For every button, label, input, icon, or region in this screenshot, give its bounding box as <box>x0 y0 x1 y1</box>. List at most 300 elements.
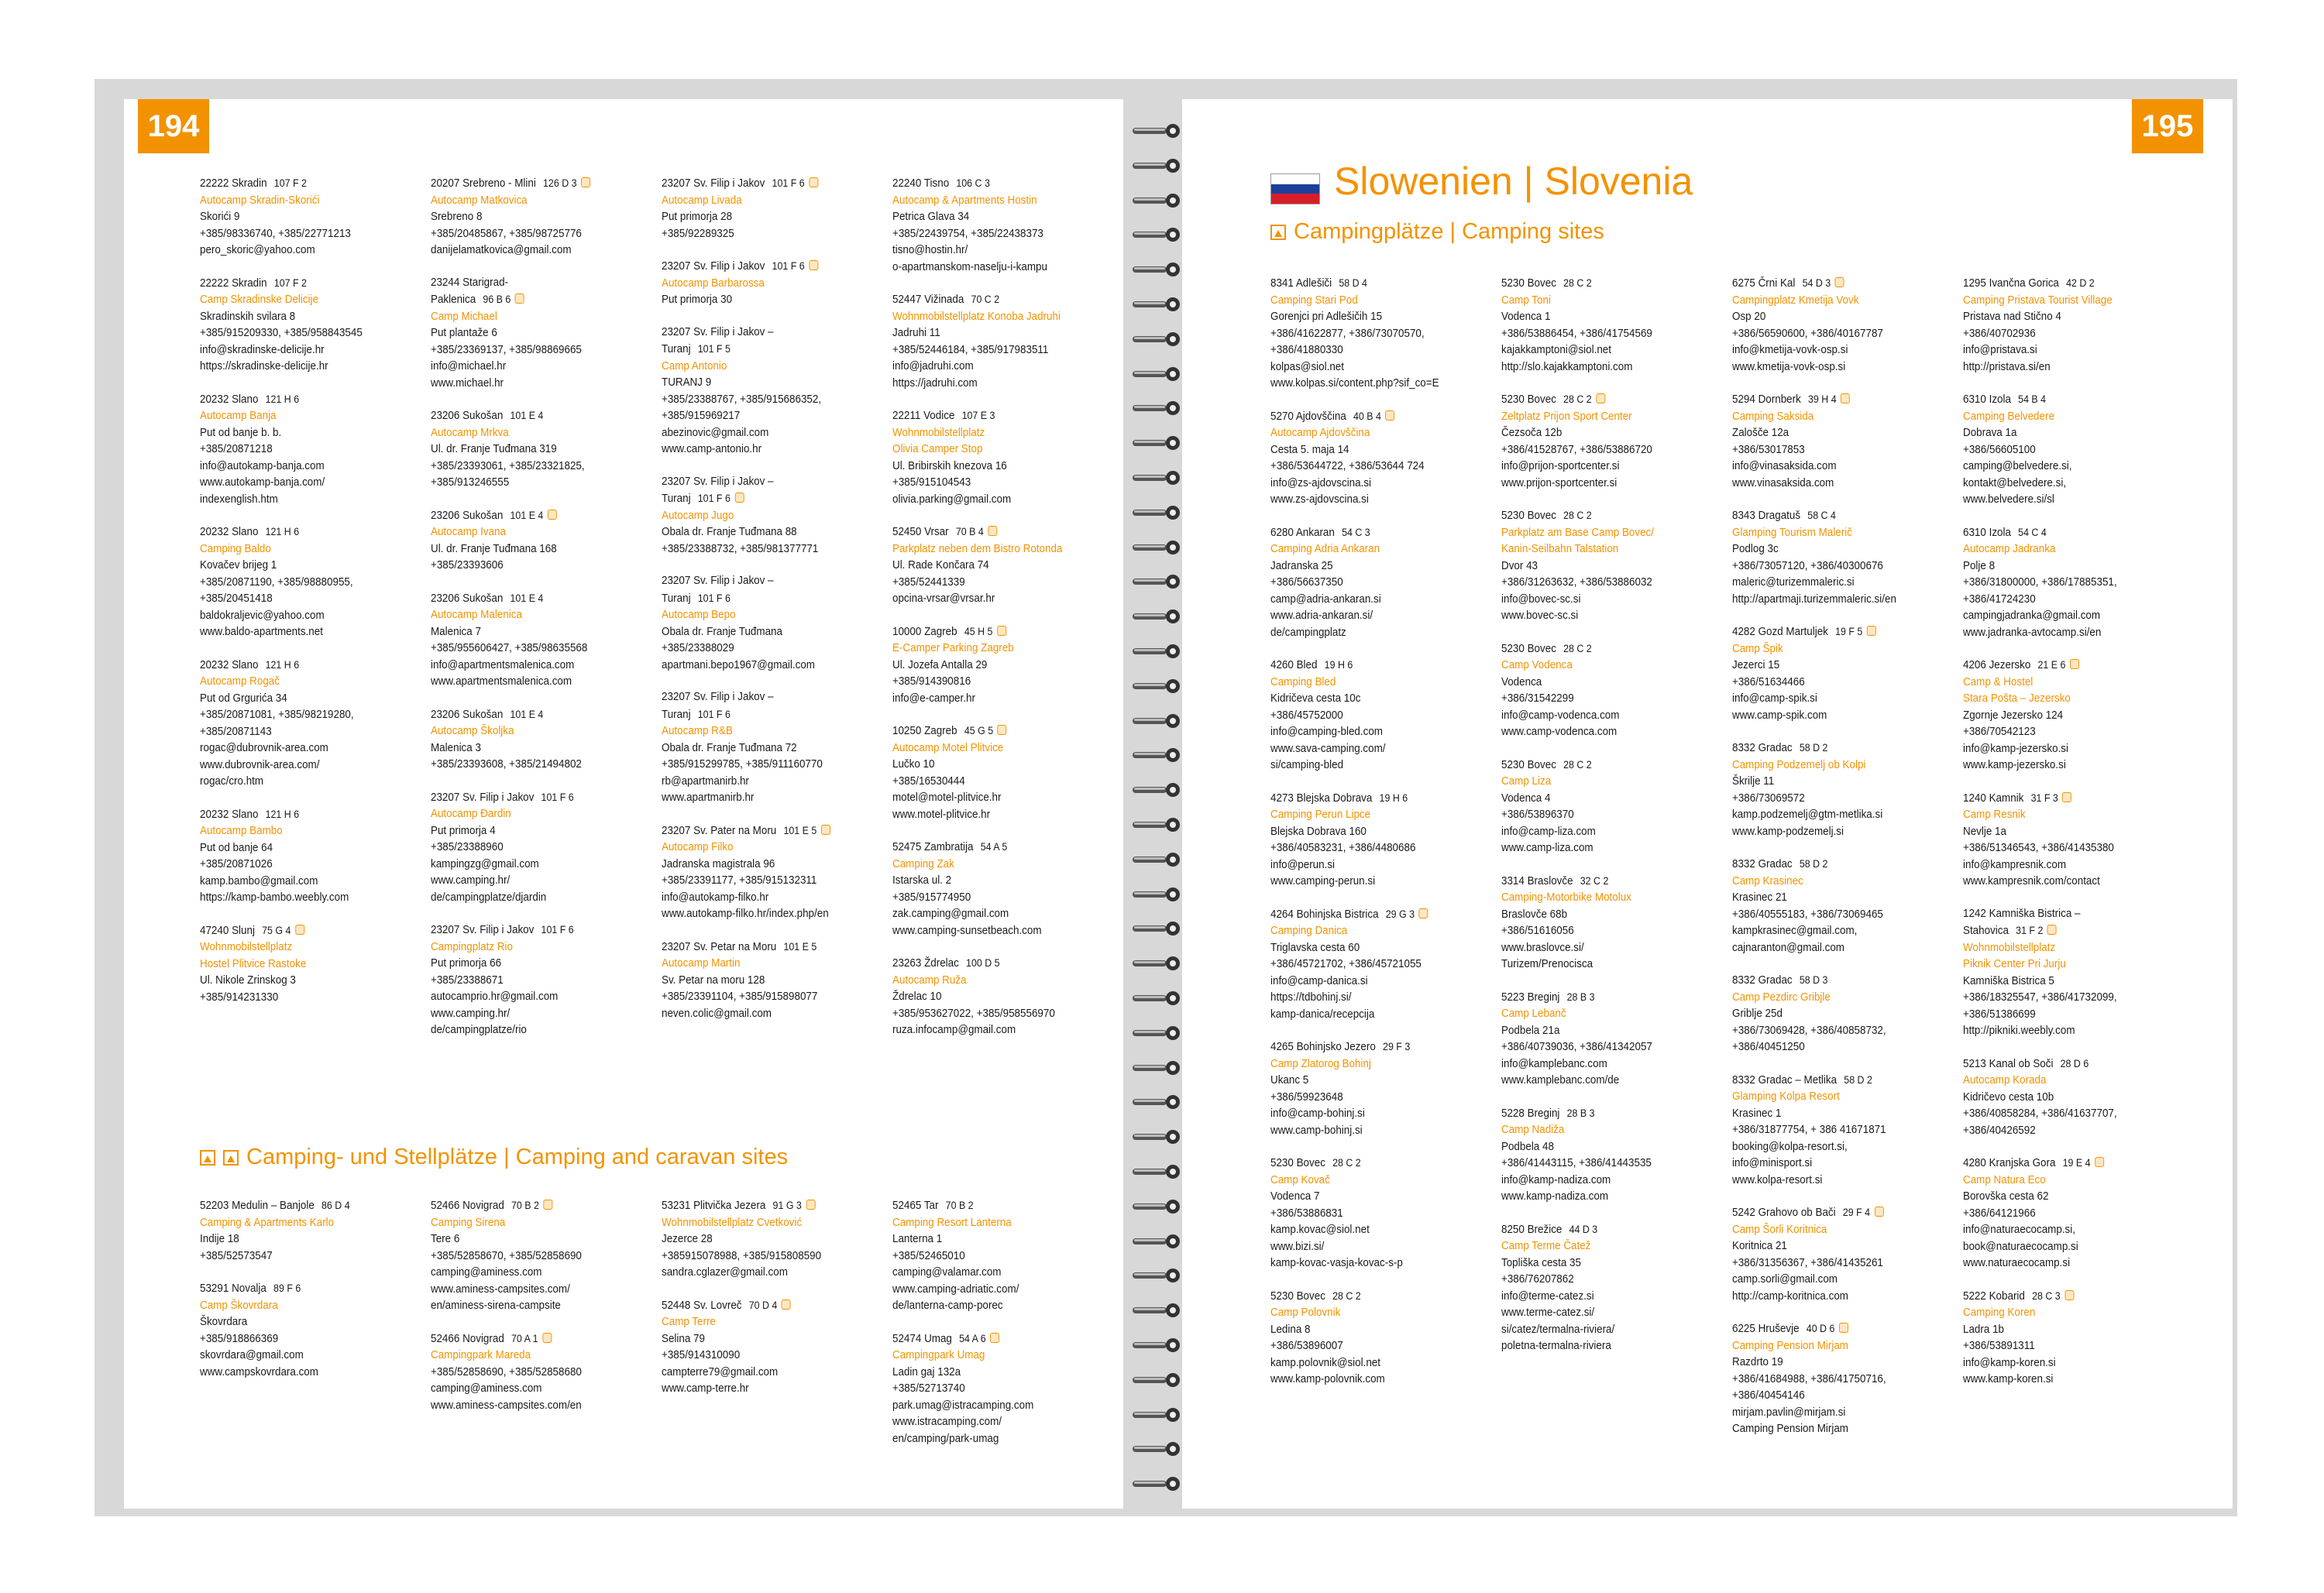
email-link[interactable]: kontakt@belvedere.si, <box>1963 476 2067 489</box>
website-link[interactable]: http://pristava.si/en <box>1963 360 2051 373</box>
binding-ring <box>1133 296 1184 313</box>
website-link[interactable]: www.autokamp-filko.hr/index.php/en <box>662 908 829 920</box>
facility-icon <box>542 1333 552 1343</box>
contact-line: +386/64121966 <box>1963 1207 2036 1220</box>
website-link[interactable]: www.baldo-apartments.net <box>200 626 323 638</box>
entry-location <box>1501 1105 1707 1123</box>
email-link[interactable]: camping@belvedere.si, <box>1963 460 2072 472</box>
contact-line: +385915078988, +385/915808590 <box>662 1249 822 1262</box>
contact-line: Ul. dr. Franje Tuđmana 168 <box>431 542 557 555</box>
entry-location <box>892 1330 1098 1348</box>
campsite-entry <box>662 490 867 558</box>
postcode-town: 23207 Sv. Filip i Jakov <box>431 791 535 804</box>
email-link[interactable]: mirjam.pavlin@mirjam.si <box>1732 1406 1846 1419</box>
campsite-name: Camp Škovrdara <box>200 1299 278 1312</box>
website-link[interactable]: www.kamp-polovnik.com <box>1270 1373 1385 1385</box>
contact-line: +385/23369137, +385/98869665 <box>431 343 582 356</box>
right-column-1 <box>1270 275 1476 1404</box>
campsite-name: Camp Kovač <box>1270 1173 1330 1186</box>
entry-location <box>1270 657 1476 675</box>
email-link[interactable]: apartmani.bepo1967@gmail.com <box>662 658 815 671</box>
email-link[interactable]: info@camp-vodenca.com <box>1501 709 1620 722</box>
campsite-entry <box>1963 906 2168 923</box>
website-link[interactable]: www.terme-catez.si/ <box>1501 1306 1595 1319</box>
email-link[interactable]: info@kamp-nadiza.com <box>1501 1173 1611 1186</box>
email-link[interactable]: park.umag@istracamping.com <box>892 1399 1034 1412</box>
contact-line: +386/51634466 <box>1732 675 1805 688</box>
postcode-town: 20232 Slano <box>200 658 259 671</box>
campsite-entry <box>1501 640 1707 741</box>
email-link[interactable]: rogac@dubrovnik-area.com <box>200 742 328 754</box>
email-link[interactable]: autocamprio.hr@gmail.com <box>431 990 559 1003</box>
postcode-town: 5242 Grahovo ob Bači <box>1732 1207 1836 1219</box>
campsite-entry <box>1501 1221 1707 1355</box>
campsite-name: Camping Baldo <box>200 542 271 555</box>
email-link[interactable]: info@apartmentsmalenica.com <box>431 658 575 671</box>
contact-line: kamp-kovac-vasja-kovac-s-p <box>1270 1257 1403 1269</box>
email-link[interactable]: ruza.infocamp@gmail.com <box>892 1024 1016 1036</box>
email-link[interactable]: abezinovic@gmail.com <box>662 426 769 439</box>
email-link[interactable]: olivia.parking@gmail.com <box>892 493 1012 506</box>
postcode-town: 3314 Braslovče <box>1501 874 1573 887</box>
website-link[interactable]: www.sava-camping.com/ <box>1270 742 1386 755</box>
website-link[interactable]: www.vinasaksida.com <box>1732 476 1834 489</box>
entry-location <box>431 275 636 292</box>
contact-line: Cesta 5. maja 14 <box>1270 443 1349 456</box>
email-link[interactable]: info@prijon-sportcenter.si <box>1501 460 1620 472</box>
entry-location <box>892 524 1098 541</box>
email-link[interactable]: info@bovec-sc.si <box>1501 592 1581 606</box>
website-link[interactable]: www.michael.hr <box>431 376 504 390</box>
email-link[interactable]: campterre79@gmail.com <box>662 1365 779 1378</box>
postcode-town: 23206 Sukošan <box>431 708 504 721</box>
email-link[interactable]: info@autokamp-filko.hr <box>662 891 769 904</box>
contact-line: Pristava nad Stično 4 <box>1963 311 2061 323</box>
binding-ring <box>1133 400 1184 417</box>
campsite-entry <box>431 507 636 575</box>
entry-location <box>1732 391 1937 409</box>
email-link[interactable]: motel@motel-plitvice.hr <box>892 791 1002 804</box>
contact-line: +385/22439754, +385/22438373 <box>892 227 1043 240</box>
website-link[interactable]: www.prijon-sportcenter.si <box>1501 476 1618 489</box>
email-link[interactable]: kajakkamptoni@siol.net <box>1501 344 1611 356</box>
map-grid-reference: 58 D 2 <box>1799 742 1828 754</box>
website-link[interactable]: www.braslovce.si/ <box>1501 941 1584 954</box>
entry-location <box>892 175 1098 193</box>
campsite-entry <box>662 590 867 675</box>
map-grid-reference: 101 E 4 <box>510 509 544 521</box>
facility-icon <box>809 177 818 187</box>
entry-location <box>1732 856 1937 874</box>
website-link[interactable]: www.belvedere.si/sl <box>1963 493 2054 506</box>
website-link[interactable]: www.kamp-jezersko.si <box>1963 759 2066 771</box>
entry-location <box>1732 740 1937 757</box>
campsite-entry <box>431 789 636 907</box>
website-link[interactable]: www.kamp-podzemelj.si <box>1732 825 1844 838</box>
binding-ring <box>1133 851 1184 868</box>
entry-location <box>892 1197 1098 1215</box>
entry-location <box>662 341 867 359</box>
campsite-name: Camp Terme Čatež <box>1501 1240 1591 1252</box>
postcode-town: 6275 Črni Kal <box>1732 277 1796 290</box>
website-link[interactable]: https://jadruhi.com <box>892 376 978 390</box>
contact-line: +386/53644722, +386/53644 724 <box>1270 460 1425 472</box>
campsite-name: Autocamp Bepo <box>662 609 736 621</box>
entry-location <box>892 623 1098 641</box>
website-link[interactable]: www.aminess-campsites.com/ <box>431 1282 570 1296</box>
postcode-town: 52447 Vižinada <box>892 294 964 306</box>
website-link[interactable]: https://skradinske-delicije.hr <box>200 360 328 373</box>
campsite-name: Camp Špik <box>1732 642 1783 655</box>
website-link[interactable]: www.camp-bohinj.si <box>1270 1124 1363 1137</box>
map-grid-reference: 121 H 6 <box>265 526 300 537</box>
contact-line: rogac/cro.htm <box>200 775 264 788</box>
facility-icon <box>1839 1323 1848 1333</box>
website-link[interactable]: www.kamp-nadiza.com <box>1501 1190 1609 1203</box>
website-link[interactable]: www.bizi.si/ <box>1270 1240 1325 1253</box>
campsite-name: Camp Nadiža <box>1501 1124 1565 1136</box>
postcode-town: 22222 Skradin <box>200 276 267 290</box>
entry-location <box>662 689 867 706</box>
postcode-town: 23207 Sv. Filip i Jakov – <box>662 691 774 703</box>
entry-location <box>1270 1039 1476 1056</box>
facility-icon <box>988 526 997 536</box>
campsite-entry <box>431 275 636 292</box>
entry-location <box>892 291 1098 309</box>
contact-line: Triglavska cesta 60 <box>1270 941 1360 954</box>
website-link[interactable]: www.kmetija-vovk-osp.si <box>1732 360 1846 373</box>
email-link[interactable]: info@kmetija-vovk-osp.si <box>1732 344 1848 356</box>
campsite-entry <box>1732 1320 1937 1438</box>
website-link[interactable]: www.camp-antonio.hr <box>662 443 762 455</box>
website-link[interactable]: www.aminess-campsites.com/en <box>431 1399 582 1412</box>
email-link[interactable]: sandra.cglazer@gmail.com <box>662 1266 788 1279</box>
campsite-name: Autocamp Barbarossa <box>662 276 765 290</box>
binding-ring <box>1133 366 1184 383</box>
contact-line: Dvor 43 <box>1501 559 1538 572</box>
campsite-entry <box>1732 1204 1937 1305</box>
email-link[interactable]: kamp.bambo@gmail.com <box>200 874 318 887</box>
email-link[interactable]: info@michael.hr <box>431 360 507 373</box>
website-link[interactable]: www.camp-vodenca.com <box>1501 726 1618 738</box>
email-link[interactable]: kamp.polovnik@siol.net <box>1270 1356 1380 1369</box>
campsite-entry <box>1270 657 1476 774</box>
campsite-name: Camp Pezdirc Gribjle <box>1732 990 1831 1004</box>
email-link[interactable]: camp@adria-ankaran.si <box>1270 592 1381 606</box>
website-link[interactable]: www.kamplebanc.com/de <box>1501 1074 1620 1087</box>
entry-location <box>892 955 1098 973</box>
email-link[interactable]: danijelamatkovica@gmail.com <box>431 244 572 256</box>
email-link[interactable]: campingjadranka@gmail.com <box>1963 609 2101 622</box>
entry-location <box>1501 275 1707 293</box>
email-link[interactable]: info@zs-ajdovscina.si <box>1270 476 1372 489</box>
contact-line: Istarska ul. 2 <box>892 874 952 887</box>
facility-icon <box>2064 1290 2074 1300</box>
email-link[interactable]: camping@valamar.com <box>892 1266 1002 1279</box>
contact-line: +385/23388767, +385/915686352, <box>662 393 822 406</box>
email-link[interactable]: tisno@hostin.hr/ <box>892 244 968 256</box>
postcode-town: 5230 Bovec <box>1270 1289 1325 1303</box>
email-link[interactable]: opcina-vrsar@vrsar.hr <box>892 592 995 605</box>
contact-line: indexenglish.htm <box>200 493 278 506</box>
contact-line: +385/914390816 <box>892 675 971 688</box>
contact-line: Put primorja 28 <box>662 211 733 223</box>
contact-line: Sv. Petar na moru 128 <box>662 973 765 987</box>
website-link[interactable]: www.apartmentsmalenica.com <box>431 675 572 688</box>
email-link[interactable]: info@camp-danica.si <box>1270 974 1368 987</box>
postcode-town: 4265 Bohinjsko Jezero <box>1270 1041 1376 1053</box>
email-link[interactable]: info@minisport.si <box>1732 1157 1813 1169</box>
postcode-town: 22211 Vodice <box>892 410 955 422</box>
campsite-name: Camp & Hostel <box>1963 675 2033 688</box>
entry-location <box>431 922 636 939</box>
website-link[interactable]: http://slo.kajakkamptoni.com <box>1501 360 1633 373</box>
map-grid-reference: 31 F 2 <box>2016 925 2044 936</box>
website-link[interactable]: www.camping-perun.si <box>1270 875 1376 887</box>
website-link[interactable]: www.kolpa-resort.si <box>1732 1173 1823 1186</box>
campsite-entry <box>431 1197 636 1315</box>
campsite-entry <box>1501 275 1707 376</box>
binding-ring <box>1133 886 1184 903</box>
campsite-entry <box>200 922 405 1007</box>
campsite-entry <box>1963 790 2168 891</box>
email-link[interactable]: info@kamp-koren.si <box>1963 1356 2056 1369</box>
email-link[interactable]: info@vinasaksida.com <box>1732 460 1837 472</box>
postcode-town: 6225 Hruševje <box>1732 1323 1800 1335</box>
map-grid-reference: 28 C 2 <box>1563 758 1592 771</box>
website-link[interactable]: www.camping-sunsetbeach.com <box>892 924 1042 937</box>
email-link[interactable]: book@naturaecocamp.si <box>1963 1240 2078 1253</box>
website-link[interactable]: www.jadranka-avtocamp.si/en <box>1963 626 2102 639</box>
website-link[interactable]: www.campskovrdara.com <box>200 1365 318 1378</box>
binding-ring <box>1133 955 1184 972</box>
tent-icon <box>1270 225 1286 240</box>
campsite-entry <box>892 1330 1098 1448</box>
contact-line: +386/45721702, +386/45721055 <box>1270 958 1422 970</box>
contact-line: +386/40454146 <box>1732 1389 1805 1402</box>
campsite-name: Parkplatz neben dem Bistro Rotonda <box>892 542 1063 555</box>
facility-icon <box>1867 626 1876 636</box>
campsite-entry <box>1732 1072 1937 1190</box>
binding-ring <box>1133 608 1184 625</box>
email-link[interactable]: camp.sorli@gmail.com <box>1732 1273 1838 1286</box>
binding-ring <box>1133 920 1184 937</box>
email-link[interactable]: info@camping-bled.com <box>1270 726 1383 738</box>
campsite-name: Parkplatz am Base Camp Bovec/ <box>1501 526 1655 539</box>
postcode-town: 8332 Gradac <box>1732 858 1793 870</box>
website-link[interactable]: www.dubrovnik-area.com/ <box>200 758 320 771</box>
email-link[interactable]: zak.camping@gmail.com <box>892 908 1009 920</box>
website-link[interactable]: http://camp-koritnica.com <box>1732 1289 1848 1303</box>
binding-ring <box>1133 157 1184 174</box>
website-link[interactable]: http://apartmaji.turizemmaleric.si/en <box>1732 592 1896 606</box>
email-link[interactable]: pero_skoric@yahoo.com <box>200 244 315 256</box>
contact-line: Krasinec 21 <box>1732 891 1787 904</box>
email-link[interactable]: info@kamp-jezersko.si <box>1963 742 2069 755</box>
website-link[interactable]: www.camp-terre.hr <box>662 1382 749 1395</box>
campsite-entry <box>200 657 405 791</box>
campsite-entry <box>892 291 1098 392</box>
contact-line: si/catez/termalna-riviera/ <box>1501 1323 1615 1336</box>
website-link[interactable]: www.camp-spik.com <box>1732 709 1827 722</box>
entry-location <box>662 258 867 276</box>
email-link[interactable]: info@kampresnik.com <box>1963 858 2067 871</box>
postcode-town: 8332 Gradac – Metlika <box>1732 1073 1838 1087</box>
campsite-entry <box>1963 1288 2168 1389</box>
website-link[interactable]: www.adria-ankaran.si/ <box>1270 609 1373 622</box>
email-link[interactable]: baldokraljevic@yahoo.com <box>200 609 325 622</box>
left-column-1 <box>200 175 405 1021</box>
facility-icon <box>1596 393 1605 403</box>
contact-line: Škrilje 11 <box>1732 775 1775 788</box>
email-link[interactable]: neven.colic@gmail.com <box>662 1007 772 1020</box>
website-link[interactable]: www.camping-adriatic.com/ <box>892 1282 1019 1296</box>
email-link[interactable]: info@naturaecocamp.si, <box>1963 1224 2075 1236</box>
campsite-name: Autocamp Ajdovščina <box>1270 427 1370 439</box>
campsite-name: Camping Podzemelj ob Kolpi <box>1732 758 1866 771</box>
facility-icon <box>2062 792 2071 802</box>
website-link[interactable]: http://pikniki.weebly.com <box>1963 1025 2075 1037</box>
email-link[interactable]: maleric@turizemmaleric.si <box>1732 576 1855 589</box>
left-bottom-column-1 <box>200 1197 405 1396</box>
email-link[interactable]: info@skradinske-delicije.hr <box>200 343 325 356</box>
map-grid-reference: 28 C 3 <box>2032 1289 2061 1302</box>
website-link[interactable]: www.zs-ajdovscina.si <box>1270 493 1369 506</box>
contact-line: +385/16530444 <box>892 774 965 788</box>
email-link[interactable]: camping@aminess.com <box>431 1266 542 1279</box>
campsite-name: Campingplatz Rio <box>431 940 513 953</box>
campsite-entry <box>892 1197 1098 1315</box>
entry-location <box>1732 1320 1937 1338</box>
campsite-name: Camp Zlatorog Bohinj <box>1270 1057 1371 1070</box>
campsite-entry <box>1732 391 1937 492</box>
entry-location <box>1963 1288 2168 1306</box>
entry-location <box>1732 507 1937 525</box>
map-grid-reference: 19 E 4 <box>2062 1157 2091 1169</box>
campsite-entry <box>1963 524 2168 642</box>
website-link[interactable]: www.camp-liza.com <box>1501 842 1593 854</box>
email-link[interactable]: info@jadruhi.com <box>892 360 974 373</box>
email-link[interactable]: info@kamplebanc.com <box>1501 1057 1607 1070</box>
email-link[interactable]: kamp.podzemelj@gtm-metlika.si <box>1732 809 1883 821</box>
entry-location <box>200 657 405 675</box>
map-grid-reference: 28 B 3 <box>1566 990 1595 1003</box>
website-link[interactable]: www.camping.hr/ <box>431 874 511 887</box>
email-link[interactable]: info@camp-spik.si <box>1732 692 1817 705</box>
map-grid-reference: 101 F 5 <box>697 343 731 355</box>
map-grid-reference: 75 G 4 <box>262 924 291 936</box>
email-link[interactable]: info@e-camper.hr <box>892 692 975 705</box>
entry-location <box>200 275 405 293</box>
entry-location <box>1963 922 2168 940</box>
contact-line: Osp 20 <box>1732 311 1766 323</box>
email-link[interactable]: info@camp-bohinj.si <box>1270 1107 1365 1120</box>
contact-line: +385/52713740 <box>892 1382 965 1395</box>
campsite-name: Glamping Tourism Malerič <box>1732 526 1852 539</box>
email-link[interactable]: kampkrasinec@gmail.com, <box>1732 925 1858 937</box>
campsite-name: Kanin-Seilbahn Talstation <box>1501 543 1619 555</box>
campsite-name: Glamping Kolpa Resort <box>1732 1090 1840 1103</box>
campsite-name: Autocamp Motel Plitvice <box>892 741 1004 754</box>
email-link[interactable]: info@autokamp-banja.com <box>200 459 325 472</box>
website-link[interactable]: www.naturaecocamp.si <box>1963 1257 2071 1269</box>
contact-line: +386/51346543, +386/41435380 <box>1963 842 2114 854</box>
contact-line: Nevlje 1a <box>1963 825 2006 838</box>
campsite-entry <box>1501 1105 1707 1206</box>
email-link[interactable]: booking@kolpa-resort.si, <box>1732 1140 1848 1153</box>
website-link[interactable]: https://tdbohinj.si/ <box>1270 991 1352 1004</box>
email-link[interactable]: kampingzg@gmail.com <box>431 857 539 870</box>
website-link[interactable]: www.motel-plitvice.hr <box>892 808 991 821</box>
email-link[interactable]: kamp.kovac@siol.net <box>1270 1224 1370 1236</box>
contact-line: Ul. Rade Končara 74 <box>892 559 989 572</box>
postcode-town: 5230 Bovec <box>1501 277 1556 290</box>
campsite-name: Camp Polovnik <box>1270 1306 1341 1319</box>
website-link[interactable]: www.kampresnik.com/contact <box>1963 875 2100 887</box>
email-link[interactable]: rb@apartmanirb.hr <box>662 774 749 788</box>
website-link[interactable]: www.kamp-koren.si <box>1963 1373 2054 1385</box>
contact-line: +385/20451418 <box>200 592 273 605</box>
campsite-entry <box>892 175 1098 276</box>
campsite-entry <box>662 939 867 1023</box>
website-link[interactable]: www.apartmanirb.hr <box>662 791 755 804</box>
map-grid-reference: 19 H 6 <box>1324 659 1353 671</box>
email-link[interactable]: info@camp-liza.com <box>1501 825 1596 838</box>
campsite-entry <box>200 391 405 509</box>
website-link[interactable]: https://kamp-bambo.weebly.com <box>200 891 349 904</box>
email-link[interactable]: kolpas@siol.net <box>1270 360 1344 373</box>
postcode-town: 20232 Slano <box>200 393 259 406</box>
contact-line: +386/40858284, +386/41637707, <box>1963 1107 2117 1120</box>
contact-line: +385/52858670, +385/52858690 <box>431 1249 582 1262</box>
left-column-3 <box>662 175 867 1038</box>
postcode-town: 8332 Gradac <box>1732 974 1793 987</box>
entry-location <box>1270 408 1476 426</box>
binding-ring <box>1133 434 1184 451</box>
postcode-town: 8343 Dragatuš <box>1732 510 1801 522</box>
campsite-entry <box>431 407 636 492</box>
website-link[interactable]: www.kolpas.si/content.php?sif_co=E <box>1270 377 1439 390</box>
right-column-2 <box>1501 275 1707 1371</box>
map-grid-reference: 39 H 4 <box>1808 393 1837 405</box>
contact-line: +386/73069428, +386/40858732, <box>1732 1024 1886 1037</box>
postcode-town: 5230 Bovec <box>1501 642 1556 655</box>
binding-ring <box>1133 331 1184 348</box>
email-link[interactable]: cajnaranton@gmail.com <box>1732 941 1844 954</box>
website-link[interactable]: www.camping.hr/ <box>431 1007 511 1020</box>
email-link[interactable]: info@terme-catez.si <box>1501 1289 1594 1303</box>
website-link[interactable]: www.bovec-sc.si <box>1501 609 1579 622</box>
website-link[interactable]: www.autokamp-banja.com/ <box>200 476 325 489</box>
contact-line: +386/41528767, +386/53886720 <box>1501 443 1652 456</box>
campsite-entry <box>1963 922 2168 1040</box>
email-link[interactable]: camping@aminess.com <box>431 1382 542 1395</box>
email-link[interactable]: info@perun.si <box>1270 858 1336 871</box>
email-link[interactable]: info@pristava.si <box>1963 344 2037 356</box>
contact-line: si/camping-bled <box>1270 759 1344 771</box>
postcode-town: 5230 Bovec <box>1501 393 1556 406</box>
facility-icon <box>998 725 1007 735</box>
postcode-town: 20232 Slano <box>200 526 259 538</box>
postcode-town: 4260 Bled <box>1270 659 1318 671</box>
website-link[interactable]: www.istracamping.com/ <box>892 1416 1002 1428</box>
page-number-right: 195 <box>2132 99 2203 153</box>
postcode-town: 23207 Sv. Filip i Jakov – <box>662 575 774 587</box>
map-grid-reference: 54 A 6 <box>959 1332 986 1344</box>
campsite-entry <box>662 1197 867 1282</box>
email-link[interactable]: skovrdara@gmail.com <box>200 1349 304 1361</box>
campsite-entry <box>431 291 636 392</box>
